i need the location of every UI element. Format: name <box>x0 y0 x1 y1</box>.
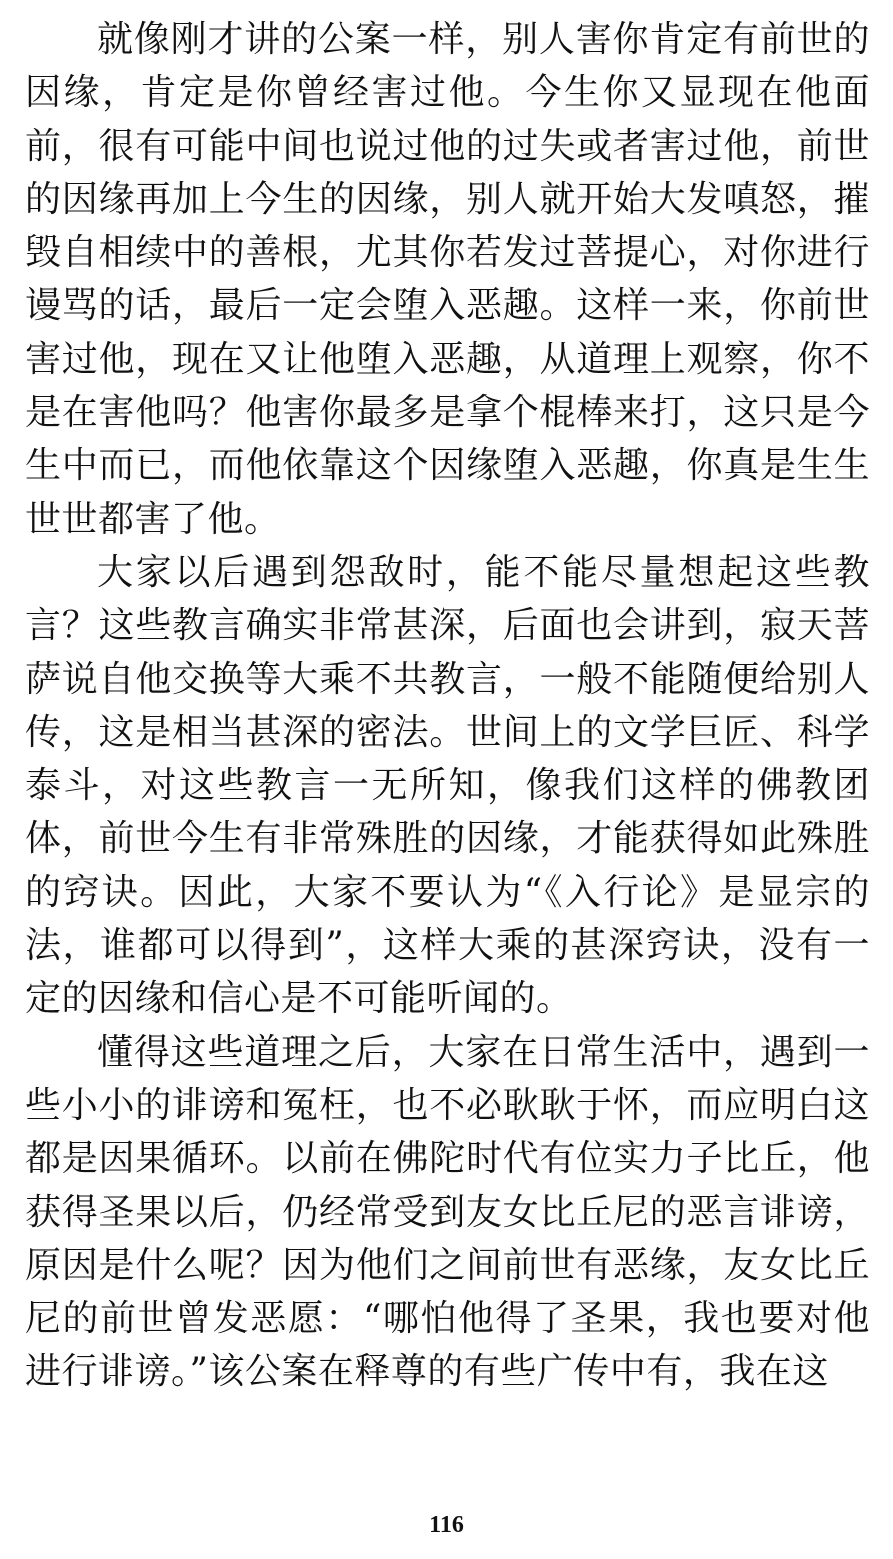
paragraph-1: 就像刚才讲的公案一样，别人害你肯定有前世的因缘，肯定是你曾经害过他。今生你又显现在他面前，很有可能中间也说过他的过失或者害过他，前世的因缘再加上今生的因缘，别人就开始大发嗔怒，摧毁自相续中的善根，尤其你若发过菩提心，对你进行谩骂的话，最后一定会堕入恶趣。这样一来，你前世害过他，现在又让他堕入恶趣，从道理上观察，你不是在害他吗？他害你最多是拿个棍棒来打，这只是今生中而已，而他依靠这个因缘堕入恶趣，你真是生生世世都害了他。 <box>25 19 870 540</box>
page-number: 116 <box>429 1512 464 1538</box>
paragraph-3: 懂得这些道理之后，大家在日常生活中，遇到一些小小的诽谤和冤枉，也不必耿耿于怀，而应明白这都是因果循环。以前在佛陀时代有位实力子比丘，他获得圣果以后，仍经常受到友女比丘尼的恶言诽谤，原因是什么呢？因为他们之间前世有恶缘，友女比丘尼的前世曾发恶愿：“哪怕他得了圣果，我也要对他进行诽谤。”该公案在释尊的有些广传中有，我在这 <box>25 1031 870 1393</box>
paragraph-2: 大家以后遇到怨敌时，能不能尽量想起这些教言？这些教言确实非常甚深，后面也会讲到，寂天菩萨说自他交换等大乘不共教言，一般不能随便给别人传，这是相当甚深的密法。世间上的文学巨匠、科学泰斗，对这些教言一无所知，像我们这样的佛教团体，前世今生有非常殊胜的因缘，才能获得如此殊胜的窍诀。因此，大家不要认为“《入行论》是显宗的法，谁都可以得到”，这样大乘的甚深窍诀，没有一定的因缘和信心是不可能听闻的。 <box>25 551 870 1020</box>
body-text <box>25 13 870 1399</box>
